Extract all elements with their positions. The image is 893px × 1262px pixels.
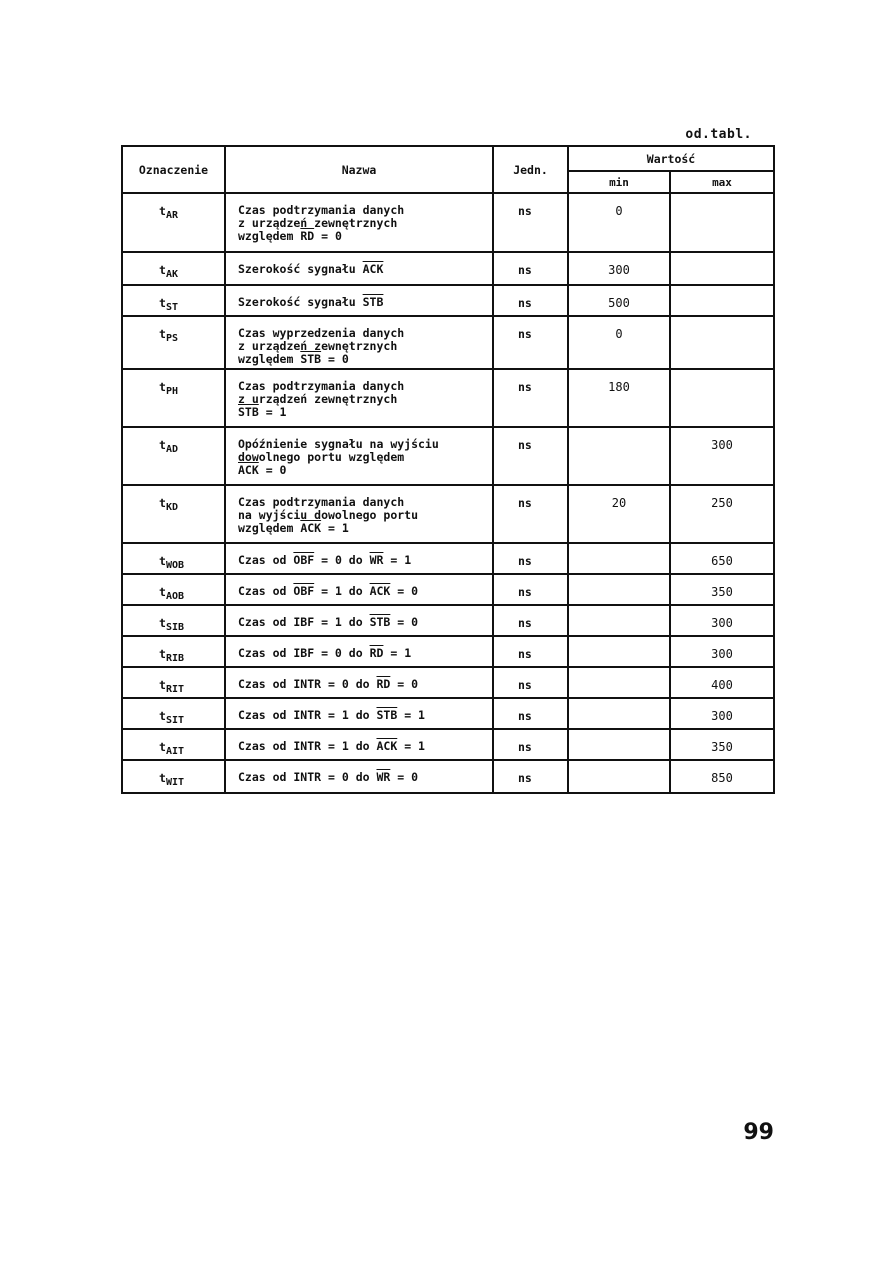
unit-cell: ns (493, 667, 568, 698)
name-cell (225, 729, 493, 760)
name-cell (225, 698, 493, 729)
signal-name-overlined: $\overline{WR}$ (369, 553, 384, 567)
symbol-subscript: SIB (165, 622, 184, 633)
name-line (238, 406, 492, 419)
table-row (122, 252, 774, 285)
name-line (238, 740, 492, 753)
name-cell (225, 285, 493, 316)
name-text: Czas wyprzedzenia danych (238, 326, 405, 340)
unit-cell: ns (493, 485, 568, 543)
symbol-subscript: SIT (165, 715, 184, 726)
name-text: Czas od INTR = 1 do (238, 708, 377, 722)
name-text: = 0 (390, 770, 419, 784)
min-cell: 0 (568, 193, 670, 252)
table-row (122, 667, 774, 698)
max-cell: 250 (670, 485, 774, 543)
table-row (122, 369, 774, 427)
symbol-cell (122, 605, 225, 636)
signal-name-overlined: $\overline{OBF}$ (293, 553, 315, 567)
name-cell (225, 636, 493, 667)
symbol-cell (122, 760, 225, 793)
min-cell (568, 698, 670, 729)
name-text: = 1 (383, 646, 412, 660)
max-cell: 300 (670, 636, 774, 667)
symbol-main: t (159, 585, 166, 599)
unit-cell: ns (493, 574, 568, 605)
signal-name-overlined: $\overline{STB}$ (369, 615, 391, 629)
header-unit: Jedn. (493, 146, 568, 193)
header-symbol: Oznaczenie (122, 146, 225, 193)
signal-name-overlined: $\overline{RD}$ (376, 677, 391, 691)
max-cell (670, 369, 774, 427)
name-text: Czas od INTR = 1 do (238, 739, 377, 753)
name-line (238, 230, 492, 243)
signal-name-overlined: $\overline{ACK}$ (369, 584, 391, 598)
symbol-subscript: AOB (165, 591, 184, 602)
name-text: Szerokość sygnału (238, 262, 363, 276)
name-cell (225, 605, 493, 636)
name-cell (225, 316, 493, 369)
name-text: Szerokość sygnału (238, 295, 363, 309)
name-text: = 0 (390, 615, 419, 629)
name-text: z urządzeń zewnętrznych (238, 339, 398, 353)
name-line (238, 296, 492, 309)
table-row (122, 636, 774, 667)
max-cell: 350 (670, 729, 774, 760)
symbol-cell (122, 729, 225, 760)
table-row (122, 729, 774, 760)
symbol-main: t (159, 380, 166, 394)
unit-cell: ns (493, 760, 568, 793)
unit-cell: ns (493, 605, 568, 636)
min-cell (568, 605, 670, 636)
page-number: 99 (743, 1120, 774, 1145)
min-cell: 20 (568, 485, 670, 543)
min-cell (568, 427, 670, 485)
symbol-cell (122, 193, 225, 252)
symbol-main: t (159, 327, 166, 341)
unit-cell: ns (493, 636, 568, 667)
unit-cell: ns (493, 193, 568, 252)
symbol-cell (122, 636, 225, 667)
min-cell (568, 574, 670, 605)
table-row (122, 605, 774, 636)
symbol-main: t (159, 740, 166, 754)
symbol-cell (122, 543, 225, 574)
name-cell (225, 574, 493, 605)
name-line (238, 709, 492, 722)
unit-cell: ns (493, 316, 568, 369)
name-text: Czas od (238, 553, 294, 567)
name-text: z urządzeń zewnętrznych (238, 216, 398, 230)
max-cell: 350 (670, 574, 774, 605)
name-text: Opóźnienie sygnału na wyjściu (238, 437, 439, 451)
name-line (238, 585, 492, 598)
max-cell: 400 (670, 667, 774, 698)
name-cell (225, 193, 493, 252)
name-line (238, 616, 492, 629)
min-cell: 0 (568, 316, 670, 369)
min-cell: 180 (568, 369, 670, 427)
name-text: = 1 (397, 739, 425, 753)
max-cell (670, 285, 774, 316)
symbol-subscript: AD (165, 444, 178, 455)
table-row (122, 543, 774, 574)
name-text: Czas od INTR = 0 do (238, 677, 377, 691)
unit-cell: ns (493, 543, 568, 574)
symbol-cell (122, 667, 225, 698)
header-min: min (568, 171, 670, 193)
symbol-main: t (159, 204, 166, 218)
signal-name-overlined: $\overline{STB}$ (376, 708, 398, 722)
timing-table (121, 145, 775, 794)
unit-cell: ns (493, 369, 568, 427)
table-row (122, 698, 774, 729)
symbol-subscript: RIB (165, 653, 184, 664)
name-cell (225, 369, 493, 427)
name-text: Czas od IBF = 0 do (238, 646, 370, 660)
symbol-cell (122, 252, 225, 285)
name-text: = 0 (314, 229, 342, 243)
min-cell: 500 (568, 285, 670, 316)
name-cell (225, 485, 493, 543)
name-text: Czas podtrzymania danych (238, 203, 405, 217)
max-cell: 850 (670, 760, 774, 793)
symbol-main: t (159, 296, 166, 310)
name-text: Czas od INTR = 0 do (238, 770, 377, 784)
symbol-subscript: AR (165, 210, 178, 221)
symbol-subscript: WIT (165, 777, 184, 788)
signal-name-overlined: $\overline{ACK}$ (300, 521, 322, 535)
signal-name-overlined: $\overline{WR}$ (376, 770, 391, 784)
symbol-subscript: PH (165, 386, 178, 397)
max-cell (670, 193, 774, 252)
signal-name-overlined: $\overline{STB}$ (238, 405, 259, 419)
symbol-cell (122, 369, 225, 427)
name-cell (225, 760, 493, 793)
symbol-cell (122, 485, 225, 543)
max-cell: 300 (670, 698, 774, 729)
name-line (238, 554, 492, 567)
name-line (238, 647, 492, 660)
symbol-main: t (159, 263, 166, 277)
max-cell (670, 252, 774, 285)
name-line (238, 771, 492, 784)
unit-cell: ns (493, 427, 568, 485)
name-line (238, 678, 492, 691)
name-text: = 0 do (314, 553, 370, 567)
name-text: = 1 (397, 708, 425, 722)
symbol-cell (122, 427, 225, 485)
table-row (122, 316, 774, 369)
max-cell: 650 (670, 543, 774, 574)
name-text: = 1 (321, 521, 349, 535)
min-cell (568, 760, 670, 793)
continuation-note: od.tabl. (685, 127, 752, 142)
symbol-subscript: AIT (165, 746, 184, 757)
signal-name-overlined: $\overline{ACK}$ (376, 739, 398, 753)
signal-name-overlined: $\overline{STB}$ (362, 295, 384, 309)
name-line (238, 353, 492, 366)
symbol-cell (122, 316, 225, 369)
symbol-main: t (159, 438, 166, 452)
max-cell: 300 (670, 605, 774, 636)
name-line (238, 263, 492, 276)
name-text: względem (238, 352, 301, 366)
name-text: = 0 (390, 584, 419, 598)
signal-name-overlined: $\overline{RD}$ (369, 646, 384, 660)
min-cell (568, 636, 670, 667)
symbol-main: t (159, 771, 166, 785)
table-row (122, 760, 774, 793)
name-text: = 0 (390, 677, 419, 691)
unit-cell: ns (493, 729, 568, 760)
name-text: Czas od IBF = 1 do (238, 615, 370, 629)
name-line (238, 464, 492, 477)
name-text: = 0 (321, 352, 349, 366)
symbol-main: t (159, 616, 166, 630)
symbol-subscript: KD (165, 502, 178, 513)
symbol-cell (122, 698, 225, 729)
symbol-cell (122, 574, 225, 605)
name-cell (225, 667, 493, 698)
header-max: max (670, 171, 774, 193)
name-cell (225, 427, 493, 485)
signal-name-overlined: $\overline{ACK}$ (362, 262, 384, 276)
symbol-main: t (159, 496, 166, 510)
name-text: = 1 (258, 405, 287, 419)
table-row (122, 427, 774, 485)
name-cell (225, 543, 493, 574)
name-text: Czas od (238, 584, 294, 598)
min-cell (568, 667, 670, 698)
signal-name-overlined: $\overline{OBF}$ (293, 584, 315, 598)
name-text: Czas podtrzymania danych (238, 379, 405, 393)
header-value: Wartość (568, 146, 774, 171)
name-text: na wyjściu dowolnego portu (238, 508, 419, 522)
symbol-subscript: RIT (165, 684, 184, 695)
table-row (122, 485, 774, 543)
unit-cell: ns (493, 285, 568, 316)
symbol-subscript: PS (165, 333, 178, 344)
header-name: Nazwa (225, 146, 493, 193)
name-text: względem (238, 521, 301, 535)
name-text: z urządzeń zewnętrznych (238, 392, 398, 406)
min-cell (568, 543, 670, 574)
symbol-subscript: AK (165, 269, 178, 280)
signal-name-overlined: $\overline{ACK}$ (238, 463, 259, 477)
table-row (122, 193, 774, 252)
min-cell: 300 (568, 252, 670, 285)
table-row (122, 574, 774, 605)
symbol-subscript: ST (165, 302, 178, 313)
name-text: względem (238, 229, 301, 243)
symbol-main: t (159, 554, 166, 568)
name-text: = 1 do (314, 584, 370, 598)
name-text: = 0 (258, 463, 287, 477)
symbol-main: t (159, 709, 166, 723)
symbol-main: t (159, 647, 166, 661)
name-text: Czas podtrzymania danych (238, 495, 405, 509)
name-text: dowolnego portu względem (238, 450, 405, 464)
name-cell (225, 252, 493, 285)
signal-name-overlined: $\overline{STB}$ (300, 352, 322, 366)
min-cell (568, 729, 670, 760)
name-text: = 1 (383, 553, 412, 567)
symbol-cell (122, 285, 225, 316)
max-cell (670, 316, 774, 369)
symbol-main: t (159, 678, 166, 692)
symbol-subscript: WOB (165, 560, 184, 571)
unit-cell: ns (493, 698, 568, 729)
name-line (238, 522, 492, 535)
signal-name-overlined: $\overline{RD}$ (300, 229, 315, 243)
unit-cell: ns (493, 252, 568, 285)
max-cell: 300 (670, 427, 774, 485)
table-row (122, 285, 774, 316)
